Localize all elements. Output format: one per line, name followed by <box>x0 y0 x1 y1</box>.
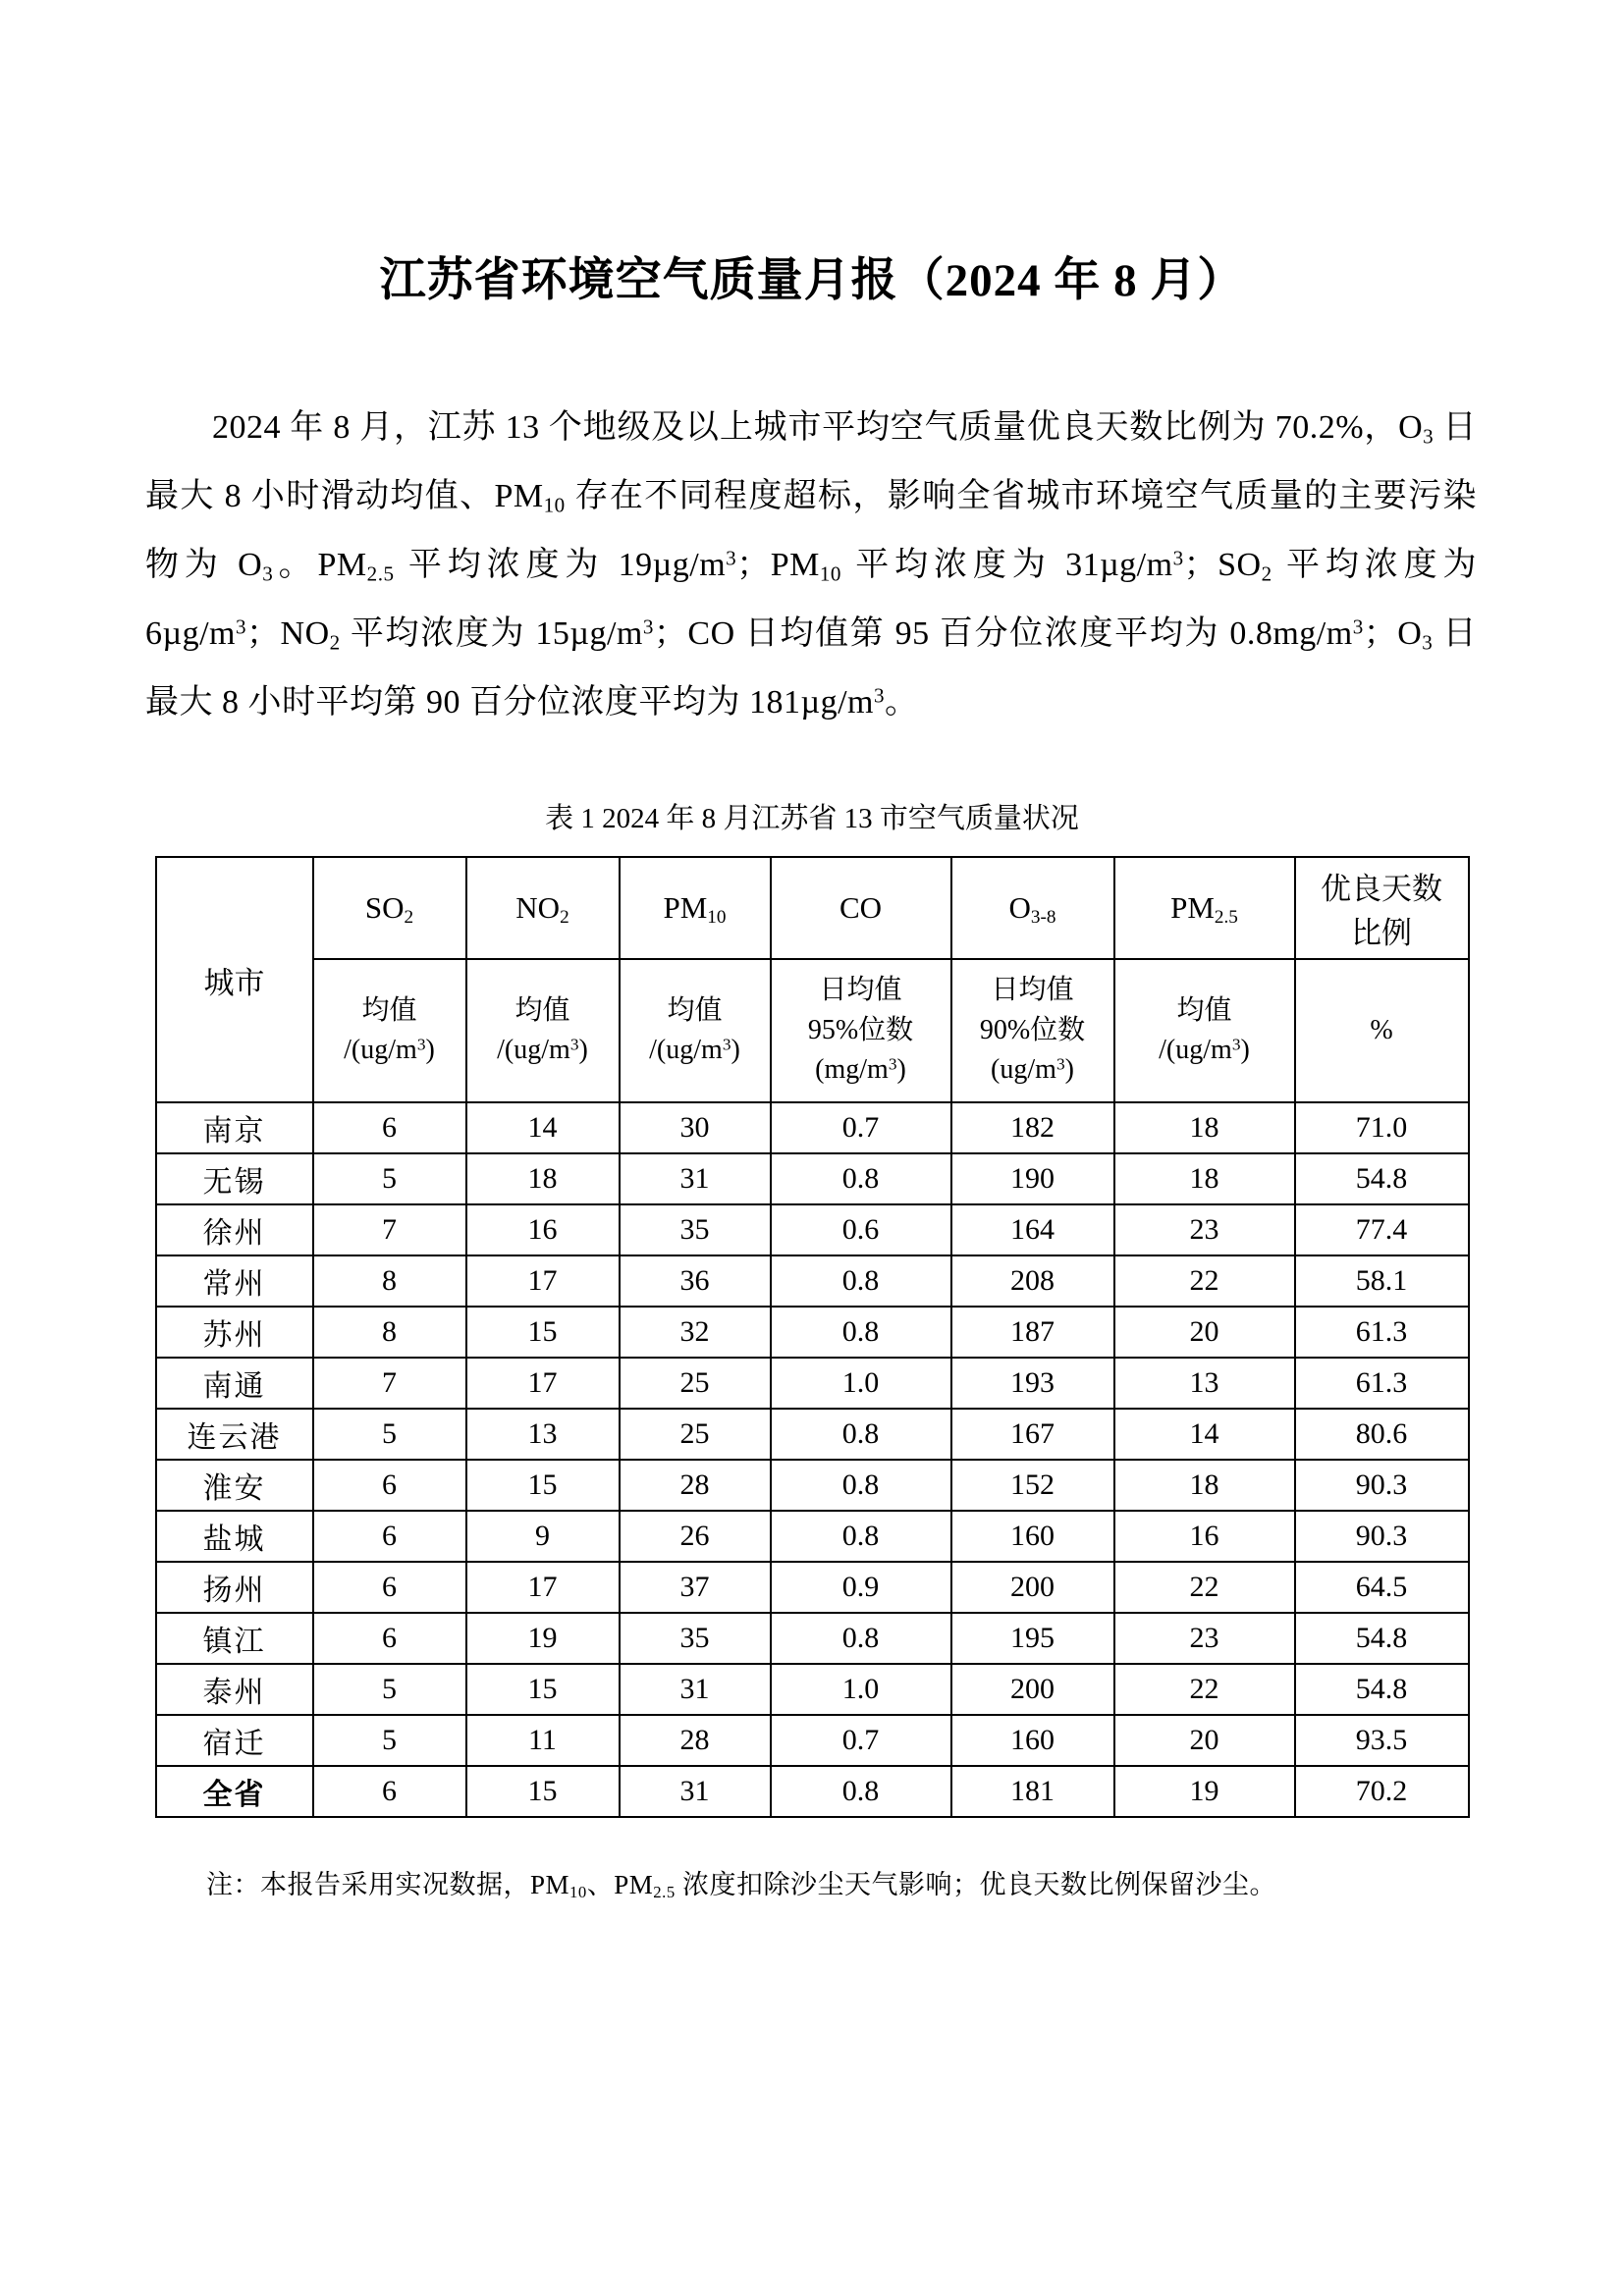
table-row <box>156 1358 1469 1409</box>
o3-8-cell: 187 <box>951 1307 1114 1358</box>
no2-cell: 16 <box>466 1204 620 1255</box>
no2-cell: 17 <box>466 1255 620 1307</box>
so2-cell: 6 <box>313 1562 466 1613</box>
city-cell: 连云港 <box>156 1409 313 1460</box>
pm10-cell: 35 <box>620 1613 771 1664</box>
col-unit-good-days: % <box>1295 959 1469 1102</box>
col-unit-so2: 均值 $/(ug/m^3)$ <box>313 959 466 1102</box>
so2-cell: 5 <box>313 1715 466 1766</box>
pm10-cell: 32 <box>620 1307 771 1358</box>
pm25-cell: 18 <box>1114 1102 1295 1153</box>
header-row-pollutants <box>156 857 1469 959</box>
no2-cell: 13 <box>466 1409 620 1460</box>
table-row <box>156 1255 1469 1307</box>
o3-8-cell: 152 <box>951 1460 1114 1511</box>
header-row-units <box>156 959 1469 1102</box>
table-row <box>156 1562 1469 1613</box>
table-caption: 表 1 2024 年 8 月江苏省 13 市空气质量状况 <box>545 803 1079 835</box>
table-row <box>156 1460 1469 1511</box>
col-unit-pm10: 均值 $/(ug/m^3)$ <box>620 959 771 1102</box>
co-cell: 0.8 <box>771 1307 951 1358</box>
city-cell: 苏州 <box>156 1307 313 1358</box>
co-cell: 0.8 <box>771 1613 951 1664</box>
good-days-cell: 54.8 <box>1295 1153 1469 1204</box>
pm25-cell: 22 <box>1114 1562 1295 1613</box>
col-header-pm10: $PM_{10}$ <box>620 857 771 959</box>
so2-cell: 6 <box>313 1511 466 1562</box>
pm10-cell: 31 <box>620 1664 771 1715</box>
good-days-cell: 54.8 <box>1295 1613 1469 1664</box>
col-unit-co: 日均值 95%位数 $(mg/m^3)$ <box>771 959 951 1102</box>
table-row <box>156 1511 1469 1562</box>
so2-cell: 7 <box>313 1358 466 1409</box>
so2-cell: 8 <box>313 1307 466 1358</box>
no2-cell: 15 <box>466 1460 620 1511</box>
pm25-cell: 22 <box>1114 1664 1295 1715</box>
no2-cell: 15 <box>466 1766 620 1817</box>
so2-cell: 8 <box>313 1255 466 1307</box>
col-header-good-days: 优良天数 比例 <box>1295 857 1469 959</box>
col-header-pm25: $PM_{2.5}$ <box>1114 857 1295 959</box>
co-cell: 0.8 <box>771 1255 951 1307</box>
o3-8-cell: 182 <box>951 1102 1114 1153</box>
city-cell: 常州 <box>156 1255 313 1307</box>
city-cell: 宿迁 <box>156 1715 313 1766</box>
so2-cell: 5 <box>313 1409 466 1460</box>
so2-cell: 6 <box>313 1460 466 1511</box>
o3-8-cell: 193 <box>951 1358 1114 1409</box>
co-cell: 0.6 <box>771 1204 951 1255</box>
col-unit-pm25: 均值 $/(ug/m^3)$ <box>1114 959 1295 1102</box>
col-header-co: CO <box>771 857 951 959</box>
no2-cell: 18 <box>466 1153 620 1204</box>
co-cell: 0.9 <box>771 1562 951 1613</box>
good-days-cell: 90.3 <box>1295 1511 1469 1562</box>
o3-8-cell: 181 <box>951 1766 1114 1817</box>
so2-cell: 6 <box>313 1613 466 1664</box>
pm10-cell: 30 <box>620 1102 771 1153</box>
col-unit-no2: 均值 $/(ug/m^3)$ <box>466 959 620 1102</box>
no2-cell: 15 <box>466 1664 620 1715</box>
city-cell: 扬州 <box>156 1562 313 1613</box>
col-header-o3-8: $O_{3-8}$ <box>951 857 1114 959</box>
city-cell: 南通 <box>156 1358 313 1409</box>
header-city: 城市 <box>156 857 313 1102</box>
co-cell: 0.8 <box>771 1409 951 1460</box>
co-cell: 0.8 <box>771 1511 951 1562</box>
no2-cell: 19 <box>466 1613 620 1664</box>
pm25-cell: 23 <box>1114 1204 1295 1255</box>
co-cell: 0.8 <box>771 1460 951 1511</box>
city-cell: 徐州 <box>156 1204 313 1255</box>
pm25-cell: 18 <box>1114 1153 1295 1204</box>
table-row <box>156 1204 1469 1255</box>
air-quality-table <box>155 856 1470 1818</box>
table-row <box>156 1409 1469 1460</box>
footnote: 注：本报告采用实况数据，$PM_{10}$、$PM_{2.5}$ 浓度扣除沙尘天气影响；优良天数比例保留沙尘。 <box>206 1870 1276 1902</box>
o3-8-cell: 200 <box>951 1562 1114 1613</box>
pm25-cell: 20 <box>1114 1715 1295 1766</box>
no2-cell: 15 <box>466 1307 620 1358</box>
pm10-cell: 31 <box>620 1766 771 1817</box>
o3-8-cell: 164 <box>951 1204 1114 1255</box>
o3-8-cell: 190 <box>951 1153 1114 1204</box>
table-row <box>156 1664 1469 1715</box>
table-row <box>156 1307 1469 1358</box>
table-row <box>156 1613 1469 1664</box>
good-days-cell: 61.3 <box>1295 1307 1469 1358</box>
good-days-cell: 80.6 <box>1295 1409 1469 1460</box>
good-days-cell: 58.1 <box>1295 1255 1469 1307</box>
table-row <box>156 1153 1469 1204</box>
good-days-cell: 64.5 <box>1295 1562 1469 1613</box>
o3-8-cell: 200 <box>951 1664 1114 1715</box>
col-header-no2: $NO_2$ <box>466 857 620 959</box>
co-cell: 1.0 <box>771 1358 951 1409</box>
pm10-cell: 28 <box>620 1460 771 1511</box>
good-days-cell: 77.4 <box>1295 1204 1469 1255</box>
good-days-cell: 70.2 <box>1295 1766 1469 1817</box>
city-cell: 镇江 <box>156 1613 313 1664</box>
co-cell: 0.7 <box>771 1102 951 1153</box>
city-cell: 南京 <box>156 1102 313 1153</box>
o3-8-cell: 160 <box>951 1715 1114 1766</box>
pm25-cell: 19 <box>1114 1766 1295 1817</box>
o3-8-cell: 208 <box>951 1255 1114 1307</box>
so2-cell: 6 <box>313 1766 466 1817</box>
pm10-cell: 26 <box>620 1511 771 1562</box>
o3-8-cell: 195 <box>951 1613 1114 1664</box>
good-days-cell: 71.0 <box>1295 1102 1469 1153</box>
pm10-cell: 25 <box>620 1409 771 1460</box>
city-cell: 全省 <box>156 1766 313 1817</box>
pm25-cell: 22 <box>1114 1255 1295 1307</box>
so2-cell: 6 <box>313 1102 466 1153</box>
co-cell: 1.0 <box>771 1664 951 1715</box>
o3-8-cell: 160 <box>951 1511 1114 1562</box>
no2-cell: 9 <box>466 1511 620 1562</box>
pm25-cell: 13 <box>1114 1358 1295 1409</box>
city-cell: 无锡 <box>156 1153 313 1204</box>
no2-cell: 17 <box>466 1358 620 1409</box>
city-cell: 泰州 <box>156 1664 313 1715</box>
good-days-cell: 54.8 <box>1295 1664 1469 1715</box>
so2-cell: 5 <box>313 1153 466 1204</box>
good-days-cell: 93.5 <box>1295 1715 1469 1766</box>
o3-8-cell: 167 <box>951 1409 1114 1460</box>
page-title: 江苏省环境空气质量月报（2024 年 8 月） <box>379 255 1245 306</box>
pm25-cell: 18 <box>1114 1460 1295 1511</box>
city-cell: 淮安 <box>156 1460 313 1511</box>
pm10-cell: 35 <box>620 1204 771 1255</box>
no2-cell: 17 <box>466 1562 620 1613</box>
co-cell: 0.8 <box>771 1766 951 1817</box>
table-row <box>156 1715 1469 1766</box>
pm10-cell: 36 <box>620 1255 771 1307</box>
col-unit-o3-8: 日均值 90%位数 $(ug/m^3)$ <box>951 959 1114 1102</box>
no2-cell: 14 <box>466 1102 620 1153</box>
city-cell: 盐城 <box>156 1511 313 1562</box>
good-days-cell: 61.3 <box>1295 1358 1469 1409</box>
pm10-cell: 31 <box>620 1153 771 1204</box>
summary-paragraph: 2024 年 8 月，江苏 13 个地级及以上城市平均空气质量优良天数比例为 70.2%，$O_3$ 日最大 8 小时滑动均值、$PM_{10}$ 存在不同程度超标，影响全省城市环境空气质量的主要污染物为 $O_3$。$PM_{2.5}$ 平均浓度为 $19\mu g/m^3$；$PM_{10}$ 平均浓度为 $31\mu g/m^3$；$SO_2$ 平均浓度为 $6\mu g/m^3$；$NO_2$ 平均浓度为 $15\mu g/m^3$；CO 日均值第 95 百分位浓度平均为 $0.8mg/m^3$；$O_3$ 日最大 8 小时平均第 90 百分位浓度平均为 $181\mu g/m^3$。 <box>145 409 1478 721</box>
pm10-cell: 25 <box>620 1358 771 1409</box>
co-cell: 0.7 <box>771 1715 951 1766</box>
co-cell: 0.8 <box>771 1153 951 1204</box>
pm25-cell: 20 <box>1114 1307 1295 1358</box>
table-row <box>156 1102 1469 1153</box>
so2-cell: 7 <box>313 1204 466 1255</box>
so2-cell: 5 <box>313 1664 466 1715</box>
pm25-cell: 14 <box>1114 1409 1295 1460</box>
pm25-cell: 16 <box>1114 1511 1295 1562</box>
good-days-cell: 90.3 <box>1295 1460 1469 1511</box>
pm10-cell: 37 <box>620 1562 771 1613</box>
no2-cell: 11 <box>466 1715 620 1766</box>
pm25-cell: 23 <box>1114 1613 1295 1664</box>
table-row-province-total <box>156 1766 1469 1817</box>
col-header-so2: $SO_2$ <box>313 857 466 959</box>
pm10-cell: 28 <box>620 1715 771 1766</box>
